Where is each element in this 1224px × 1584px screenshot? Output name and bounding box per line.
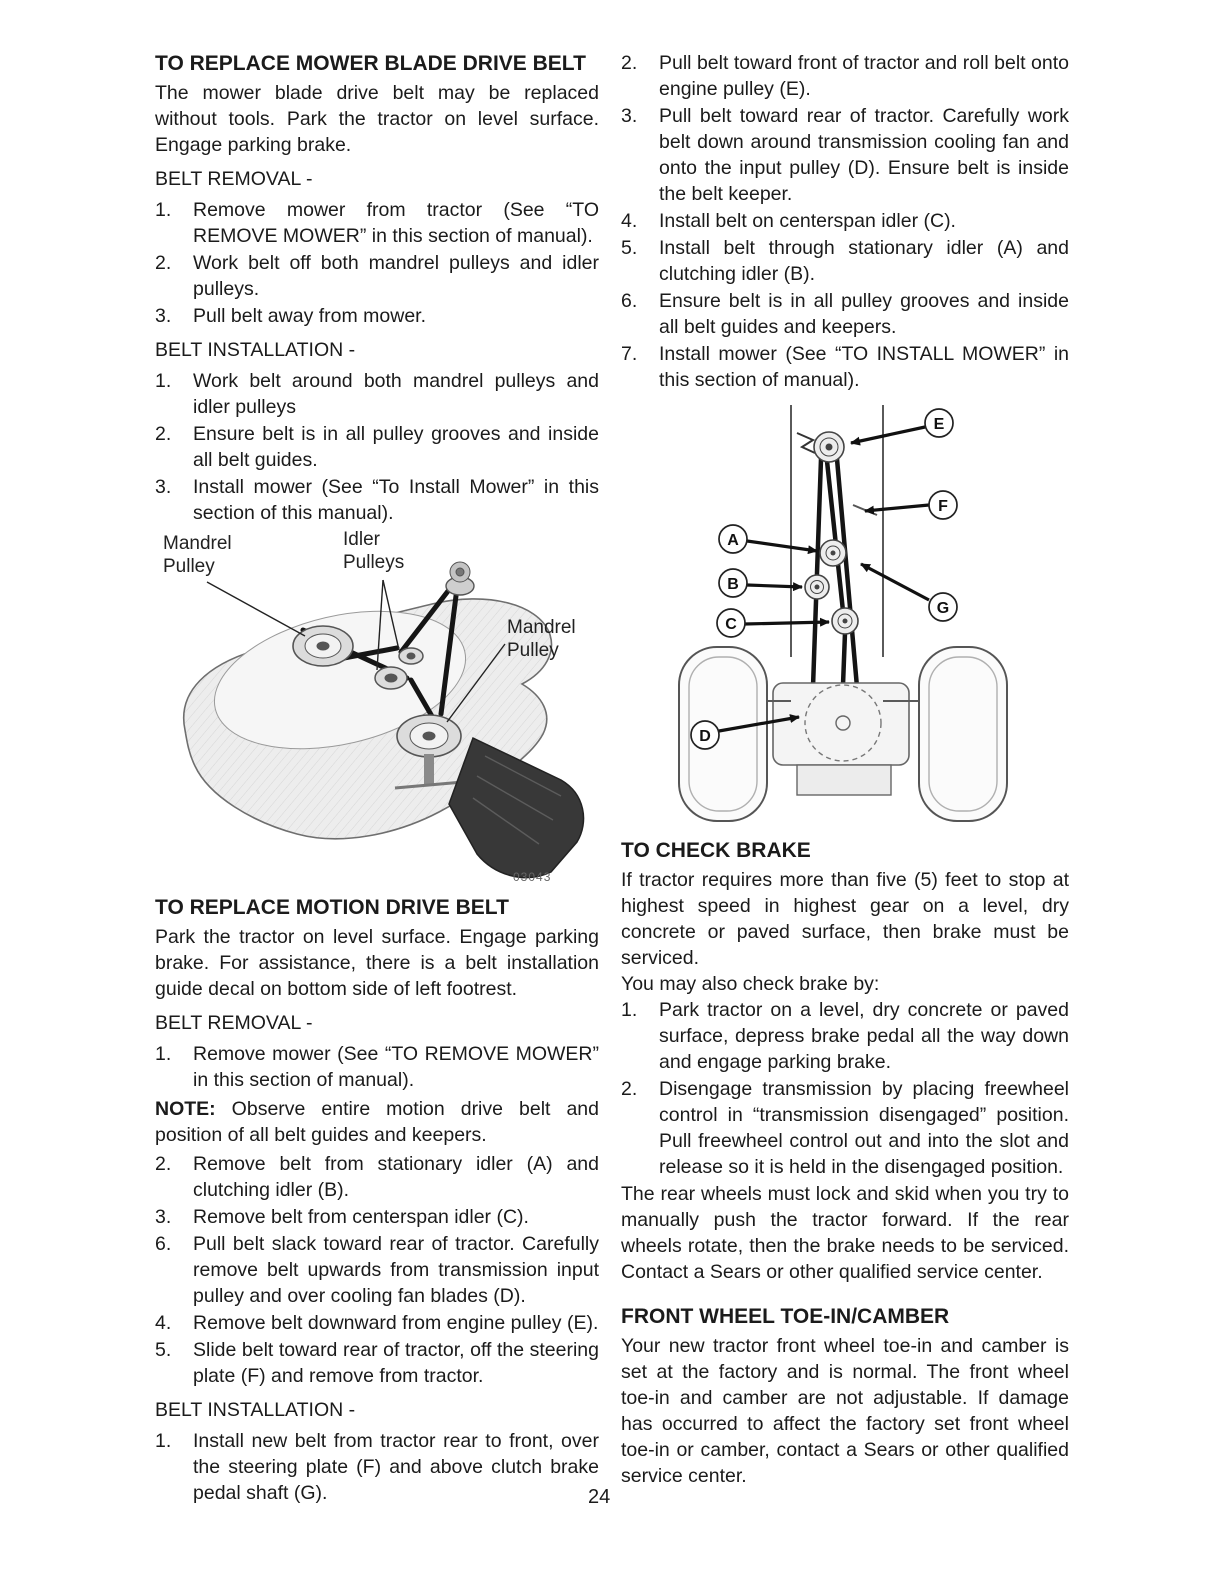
note-label: NOTE: bbox=[155, 1098, 216, 1120]
list-number: 3. bbox=[155, 305, 172, 327]
list-number: 1. bbox=[155, 370, 172, 392]
label-line: Pulley bbox=[507, 640, 559, 661]
list-item bbox=[155, 1204, 599, 1230]
left-column bbox=[155, 50, 599, 1507]
clutching-idler bbox=[805, 575, 829, 599]
list-text: Pull belt away from mower. bbox=[193, 305, 427, 327]
list-text: Install belt through stationary idler (A) and clutching idler (B). bbox=[659, 237, 1069, 285]
subheading-belt-removal: BELT REMOVAL - bbox=[155, 1012, 313, 1034]
callout-e bbox=[925, 409, 953, 437]
list-text: Pull belt toward front of tractor and roll belt onto engine pulley (E). bbox=[659, 52, 1069, 100]
callout-letter: A bbox=[727, 532, 739, 549]
list-item bbox=[155, 1428, 599, 1506]
list-text: Install mower (See “To Install Mower” in this section of this manual). bbox=[193, 476, 599, 524]
list-number: 2. bbox=[155, 1153, 172, 1175]
callout-letter: B bbox=[727, 576, 739, 593]
subheading-belt-installation: BELT INSTALLATION - bbox=[155, 339, 356, 361]
belt-keeper bbox=[797, 433, 815, 453]
list-number: 1. bbox=[621, 999, 638, 1021]
list-number: 4. bbox=[621, 210, 638, 232]
list-item bbox=[155, 421, 599, 473]
list-number: 5. bbox=[621, 237, 638, 259]
list-text: Remove belt from stationary idler (A) and clutching idler (B). bbox=[193, 1153, 599, 1201]
label-line: Idler bbox=[343, 529, 380, 550]
list-number: 2. bbox=[621, 52, 638, 74]
callout-letter: D bbox=[699, 728, 711, 745]
list-text: Remove mower (See “TO REMOVE MOWER” in this section of manual). bbox=[193, 1043, 599, 1091]
list-number: 7. bbox=[621, 343, 638, 365]
list-item bbox=[621, 235, 1069, 287]
label-line: Mandrel bbox=[507, 617, 576, 638]
heading-toe-in-camber: FRONT WHEEL TOE-IN/CAMBER bbox=[621, 1305, 950, 1328]
brake-paragraph-2: You may also check brake by: bbox=[621, 973, 880, 995]
list-item bbox=[155, 250, 599, 302]
list-item bbox=[155, 1041, 599, 1093]
list-text: Work belt around both mandrel pulleys and idler pulleys bbox=[193, 370, 599, 418]
heading-replace-motion-belt: TO REPLACE MOTION DRIVE BELT bbox=[155, 896, 509, 919]
list-item bbox=[155, 1231, 599, 1309]
list-number: 5. bbox=[155, 1339, 172, 1361]
idler-bolt bbox=[446, 562, 474, 595]
list-text: Ensure belt is in all pulley grooves and inside all belt guides and keepers. bbox=[659, 290, 1069, 338]
label-mandrel-pulley-left bbox=[163, 532, 232, 578]
label-mandrel-pulley-right bbox=[507, 616, 576, 662]
list-text: Remove belt downward from engine pulley (E). bbox=[193, 1312, 599, 1334]
list-text: Park tractor on a level, dry concrete or paved surface, depress brake pedal all the way down and engage parking brake. bbox=[659, 999, 1069, 1073]
rear-wheel-right bbox=[919, 647, 1007, 821]
list-item bbox=[621, 1076, 1069, 1180]
label-idler-pulleys bbox=[343, 528, 404, 574]
callout-letter: C bbox=[725, 616, 737, 633]
list-item bbox=[155, 1310, 599, 1336]
heading-replace-blade-belt: TO REPLACE MOWER BLADE DRIVE BELT bbox=[155, 52, 586, 75]
list-item bbox=[621, 288, 1069, 340]
list-text: Slide belt toward rear of tractor, off the steering plate (F) and remove from tractor. bbox=[193, 1339, 599, 1387]
label-line: Mandrel bbox=[163, 533, 232, 554]
list-item bbox=[621, 50, 1069, 102]
list-item bbox=[621, 997, 1069, 1075]
figure-number: 03043 bbox=[513, 870, 552, 884]
brake-paragraph-1: If tractor requires more than five (5) feet to stop at highest speed in highest gear on a level, dry concrete or paved surface, then brake must be serviced. bbox=[621, 869, 1069, 969]
list-number: 3. bbox=[621, 105, 638, 127]
tractor-rear-diagram bbox=[621, 401, 1069, 833]
list-number: 3. bbox=[155, 1206, 172, 1228]
callout-letter: E bbox=[933, 416, 945, 433]
heading-check-brake: TO CHECK BRAKE bbox=[621, 839, 811, 862]
callout-g bbox=[929, 593, 957, 621]
list-item bbox=[155, 197, 599, 249]
list-number: 6. bbox=[621, 290, 638, 312]
note-text: Observe entire motion drive belt and position of all belt guides and keepers. bbox=[155, 1098, 599, 1146]
list-number: 1. bbox=[155, 1430, 172, 1452]
list-text: Pull belt slack toward rear of tractor. Carefully remove belt upwards from transmission input pulley and over cooling fan blades (D). bbox=[193, 1233, 599, 1307]
mandrel-pulley-left bbox=[293, 626, 353, 666]
discharge-chute bbox=[449, 738, 584, 878]
motion-belt bbox=[813, 459, 857, 687]
list-text: Remove belt from centerspan idler (C). bbox=[193, 1206, 529, 1228]
list-number: 1. bbox=[155, 199, 172, 221]
motion-belt-intro: Park the tractor on level surface. Engage parking brake. For assistance, there is a belt installation guide decal on bottom side of left footrest. bbox=[155, 926, 599, 1000]
transmission bbox=[773, 683, 909, 795]
list-number: 2. bbox=[621, 1078, 638, 1100]
callout-letter: G bbox=[936, 600, 950, 617]
right-column bbox=[621, 50, 1069, 1497]
list-number: 2. bbox=[155, 252, 172, 274]
list-text: Disengage transmission by placing freewheel control in “transmission disengaged” position. Pull freewheel control out and into the slot and release so it is held in the disengaged position. bbox=[659, 1078, 1069, 1178]
list-text: Ensure belt is in all pulley grooves and inside all belt guides. bbox=[193, 423, 599, 471]
subheading-belt-installation: BELT INSTALLATION - bbox=[155, 1399, 356, 1421]
list-number: 1. bbox=[155, 1043, 172, 1065]
list-text: Pull belt toward rear of tractor. Carefully work belt down around transmission cooling fan and onto the input pulley (D). Ensure belt is inside the belt keeper. bbox=[659, 105, 1069, 205]
list-item bbox=[621, 103, 1069, 207]
brake-paragraph-3: The rear wheels must lock and skid when you try to manually push the tractor forward. If the rear wheels rotate, then the brake needs to be serviced. Contact a Sears or other qualified service center. bbox=[621, 1183, 1069, 1283]
callout-d bbox=[691, 721, 719, 749]
engine-pulley bbox=[814, 432, 844, 462]
list-number: 6. bbox=[155, 1233, 172, 1255]
list-number: 3. bbox=[155, 476, 172, 498]
list-text: Work belt off both mandrel pulleys and idler pulleys. bbox=[193, 252, 599, 300]
mower-deck-drawing bbox=[155, 530, 599, 888]
list-item bbox=[155, 368, 599, 420]
list-item bbox=[155, 1337, 599, 1389]
toe-in-paragraph: Your new tractor front wheel toe-in and camber is set at the factory and is normal. The front wheel toe-in and camber are not adjustable. If damage has occurred to affect the factory set front wheel toe-in or camber, contact a Sears or other qualified service center. bbox=[621, 1335, 1069, 1487]
centerspan-idler bbox=[832, 608, 858, 634]
label-line: Pulleys bbox=[343, 552, 405, 573]
tractor-rear-drawing bbox=[621, 401, 1069, 833]
callout-letter: F bbox=[938, 498, 948, 515]
list-text: Install new belt from tractor rear to front, over the steering plate (F) and above clutch brake pedal shaft (G). bbox=[193, 1430, 599, 1504]
stationary-idler bbox=[820, 540, 846, 566]
list-item bbox=[621, 208, 1069, 234]
list-item bbox=[155, 1151, 599, 1203]
list-item bbox=[155, 303, 599, 329]
mower-deck-diagram bbox=[155, 530, 599, 888]
page-number: 24 bbox=[588, 1486, 611, 1508]
callout-c bbox=[717, 609, 745, 637]
list-text: Remove mower from tractor (See “TO REMOVE MOWER” in this section of manual). bbox=[193, 199, 599, 247]
callout-b bbox=[719, 569, 747, 597]
list-item bbox=[621, 341, 1069, 393]
subheading-belt-removal: BELT REMOVAL - bbox=[155, 168, 313, 190]
list-item bbox=[155, 474, 599, 526]
callout-a bbox=[719, 525, 747, 553]
list-number: 4. bbox=[155, 1312, 172, 1334]
list-number: 2. bbox=[155, 423, 172, 445]
note-paragraph bbox=[155, 1096, 599, 1148]
callout-f bbox=[929, 491, 957, 519]
list-text: Install belt on centerspan idler (C). bbox=[659, 210, 956, 232]
label-line: Pulley bbox=[163, 556, 215, 577]
spacer bbox=[621, 1293, 1069, 1303]
list-text: Install mower (See “TO INSTALL MOWER” in this section of manual). bbox=[659, 343, 1069, 391]
blade-belt-intro: The mower blade drive belt may be replaced without tools. Park the tractor on level surface. Engage parking brake. bbox=[155, 82, 599, 156]
